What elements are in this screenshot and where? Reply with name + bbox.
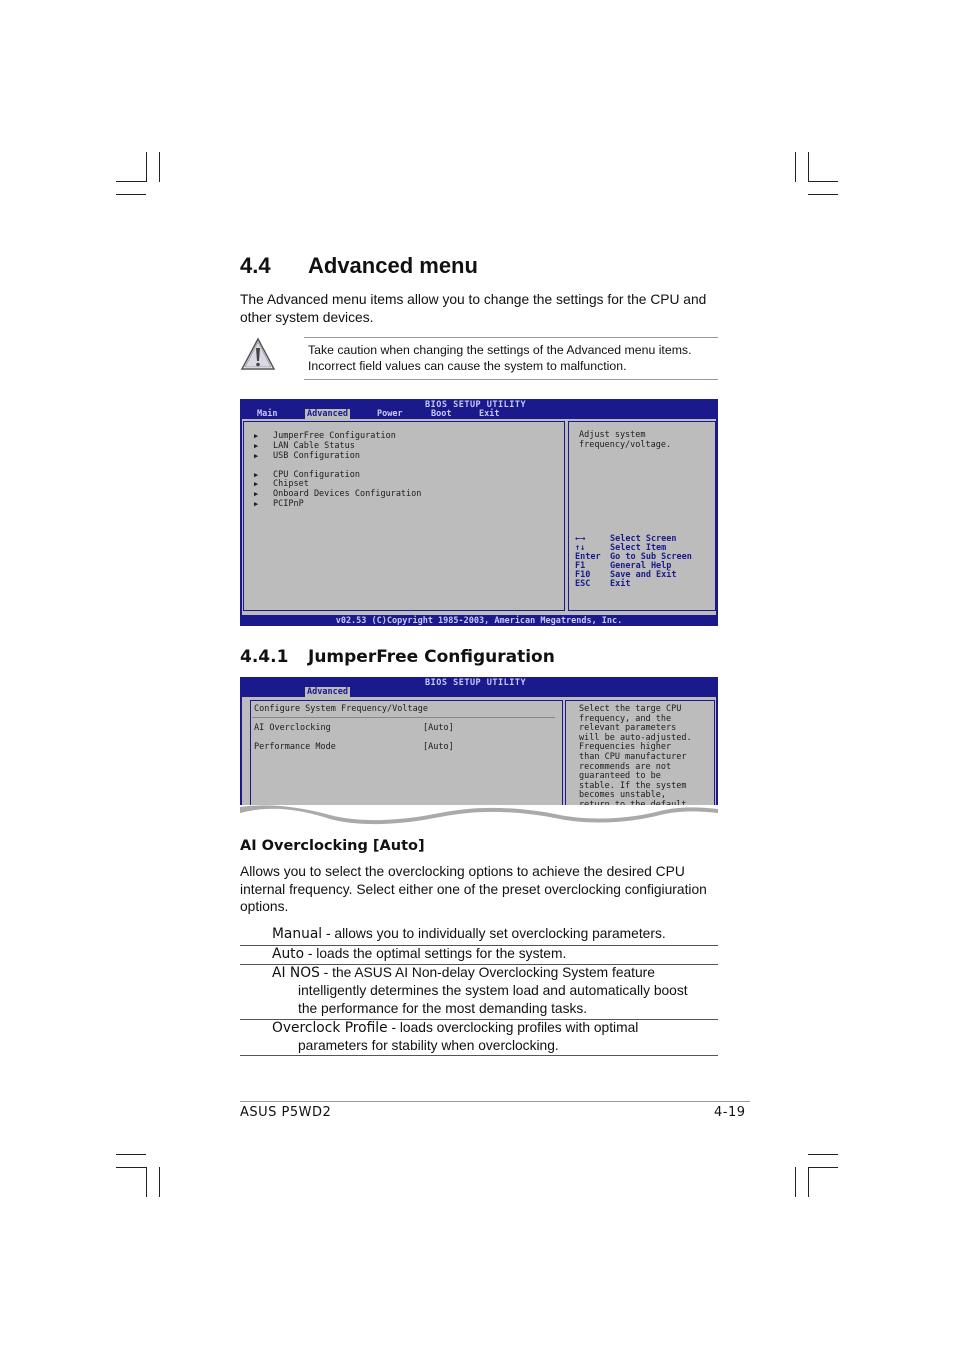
performance-mode-value[interactable]: [Auto]: [423, 742, 454, 752]
menu-item-chipset[interactable]: Chipset: [273, 479, 309, 489]
caution-line-2: Incorrect field values can cause the system to malfunction.: [308, 358, 627, 373]
help-text-line: stable. If the system: [579, 780, 687, 791]
tab-exit[interactable]: Exit: [479, 409, 500, 419]
note-bottom-rule: [304, 379, 718, 380]
caution-text: [308, 343, 692, 374]
key-action: Select Screen: [610, 534, 677, 544]
crop-mark: [116, 181, 146, 182]
key-name: ↑↓: [575, 543, 586, 553]
tab-power[interactable]: Power: [377, 409, 403, 419]
crop-mark: [146, 1167, 147, 1197]
subsection-heading: [240, 647, 555, 667]
key-action: General Help: [610, 561, 672, 571]
crop-mark: [795, 152, 796, 182]
crop-mark: [116, 1167, 146, 1168]
intro-paragraph: The Advanced menu items allow you to change the settings for the CPU and other system devices.: [240, 292, 707, 325]
ai-overclocking-description: Allows you to select the overclocking options to achieve the desired CPU internal frequency. Select either one of the preset overclocking configiuration options.: [240, 864, 707, 914]
option-divider: [240, 1055, 718, 1056]
options-list: [240, 925, 718, 1057]
menu-arrow-icon: ▶: [254, 480, 259, 488]
crop-mark: [159, 152, 160, 182]
menu-item-pcipnp[interactable]: PCIPnP: [273, 499, 304, 509]
crop-mark: [159, 1167, 160, 1197]
option-auto: [272, 945, 712, 963]
bios-title: BIOS SETUP UTILITY: [425, 678, 527, 688]
warning-triangle-icon: [240, 337, 276, 371]
key-name: F1: [575, 561, 586, 571]
help-text-line: Select the targe CPU: [579, 704, 682, 714]
crop-mark: [808, 181, 838, 182]
help-text-line: frequency, and the: [579, 713, 672, 724]
option-desc-continued: intelligently determines the system load and automatically boost: [298, 983, 688, 998]
ai-overclocking-value[interactable]: [Auto]: [423, 723, 454, 733]
option-desc: - allows you to individually set overclocking parameters.: [322, 926, 666, 941]
menu-item-cpu[interactable]: CPU Configuration: [273, 470, 360, 480]
help-text-line: guaranteed to be: [579, 771, 661, 782]
option-desc-continued: the performance for the most demanding tasks.: [298, 1001, 588, 1016]
crop-mark: [808, 152, 809, 182]
crop-mark: [795, 1167, 796, 1197]
key-name: Enter: [575, 552, 601, 562]
section-heading: [240, 253, 478, 279]
bios-header: [240, 677, 718, 697]
help-text-line: than CPU manufacturer: [579, 752, 687, 762]
key-name: F10: [575, 570, 591, 580]
crop-mark: [808, 1167, 809, 1197]
help-text-line: relevant parameters: [579, 723, 677, 734]
menu-arrow-icon: ▶: [254, 471, 259, 479]
note-top-rule: [304, 337, 718, 338]
footer-product: ASUS P5WD2: [240, 1105, 332, 1120]
footer-rule: [240, 1101, 750, 1102]
crop-mark: [146, 152, 147, 182]
menu-arrow-icon: ▶: [254, 442, 259, 450]
key-action: Exit: [610, 579, 631, 589]
help-text-line: recommends are not: [579, 761, 672, 772]
performance-mode-label[interactable]: Performance Mode: [254, 742, 336, 752]
option-desc: - the ASUS AI Non-delay Overclocking System feature: [319, 965, 655, 980]
menu-item-usb[interactable]: USB Configuration: [273, 451, 360, 461]
key-action: Save and Exit: [610, 570, 677, 580]
crop-mark: [808, 1167, 838, 1168]
subsection-title: JumperFree Configuration: [308, 647, 555, 667]
option-name: Overclock Profile: [272, 1020, 388, 1036]
bios-screen-jumperfree: [240, 677, 718, 827]
key-name: ←→: [575, 534, 586, 544]
ai-overclocking-heading: AI Overclocking [Auto]: [240, 838, 425, 854]
crop-mark: [808, 1154, 838, 1155]
help-text-line: frequency/voltage.: [579, 440, 672, 450]
bios-body: [242, 697, 716, 817]
help-text-line: Frequencies higher: [579, 742, 672, 753]
help-text-line: becomes unstable,: [579, 790, 666, 801]
option-overclock-profile: [272, 1019, 712, 1055]
tab-advanced[interactable]: Advanced: [307, 409, 348, 419]
menu-arrow-icon: ▶: [254, 452, 259, 460]
option-name: AI NOS: [272, 965, 320, 981]
bios-title: BIOS SETUP UTILITY: [425, 400, 527, 410]
menu-arrow-icon: ▶: [254, 490, 259, 498]
menu-item-lan-cable[interactable]: LAN Cable Status: [273, 441, 355, 451]
option-manual: [272, 925, 712, 943]
subsection-number: 4.4.1: [240, 647, 289, 667]
tab-boot[interactable]: Boot: [431, 409, 452, 419]
crop-mark: [808, 194, 838, 195]
option-ai-nos: [272, 964, 712, 1018]
bios-right-edge: [716, 697, 718, 813]
tab-advanced[interactable]: Advanced: [307, 687, 348, 697]
bios-header: [240, 399, 718, 419]
menu-item-jumperfree[interactable]: JumperFree Configuration: [273, 431, 396, 441]
help-text-line: will be auto-adjusted.: [579, 732, 692, 743]
bios-copyright: v02.53 (C)Copyright 1985-2003, American Megatrends, Inc.: [335, 616, 623, 626]
crop-mark: [116, 1154, 146, 1155]
crop-mark: [116, 194, 146, 195]
section-number: 4.4: [240, 253, 271, 278]
option-name: Auto: [272, 946, 305, 962]
heading-divider: [252, 717, 555, 718]
key-name: ESC: [575, 579, 591, 589]
menu-item-onboard-devices[interactable]: Onboard Devices Configuration: [273, 489, 422, 499]
option-desc: - loads the optimal settings for the system.: [304, 946, 567, 961]
option-desc-continued: parameters for stability when overclocking.: [298, 1038, 559, 1053]
tab-main[interactable]: Main: [257, 409, 278, 419]
key-action: Select Item: [610, 543, 667, 553]
ai-overclocking-label[interactable]: AI Overclocking: [254, 723, 331, 733]
caution-line-1: Take caution when changing the settings of the Advanced menu items.: [308, 343, 692, 357]
bios-screen-advanced: [240, 399, 718, 626]
caution-note: [240, 337, 718, 380]
footer-page-number: 4-19: [714, 1105, 746, 1120]
key-action: Go to Sub Screen: [610, 552, 692, 562]
help-text-line: Adjust system: [579, 430, 646, 440]
torn-edge-shadow: [240, 805, 718, 829]
menu-arrow-icon: ▶: [254, 500, 259, 508]
config-heading: Configure System Frequency/Voltage: [254, 704, 428, 714]
option-desc: - loads overclocking profiles with optimal: [387, 1020, 639, 1035]
option-name: Manual: [272, 926, 323, 942]
bios-body: [242, 419, 716, 615]
menu-arrow-icon: ▶: [254, 432, 259, 440]
section-title: Advanced menu: [308, 253, 478, 278]
